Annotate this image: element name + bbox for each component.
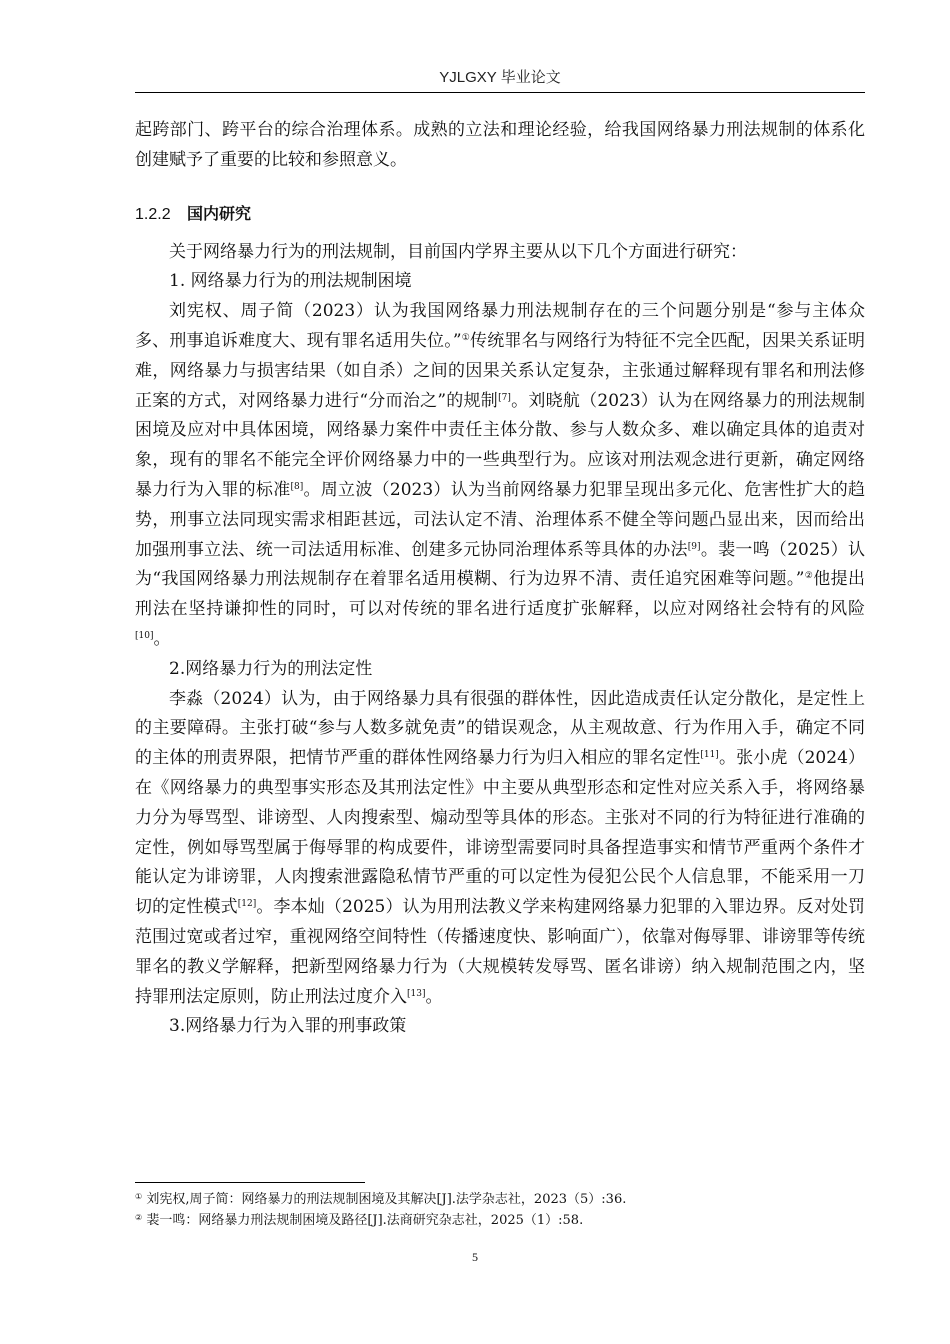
section-heading bbox=[135, 202, 865, 228]
text-run: 。刘晓航（2023）认为在网络暴力的刑法规制困境及应对中具体困境，网络暴力案件中责任主体分散、参与人数众多、难以确定具体的追责对象，现有的罪名不能完全评价网络暴力中的一些典型行为。应该对刑法观念进行更新，确定网络暴力行为入罪的标准 bbox=[135, 390, 866, 500]
section-title: 国内研究 bbox=[187, 205, 252, 223]
citation-ref: [11] bbox=[700, 750, 719, 761]
subheading-3: 3.网络暴力行为入罪的刑事政策 bbox=[169, 1016, 407, 1037]
text-run: 。 bbox=[153, 628, 171, 649]
subheading-2: 2.网络暴力行为的刑法定性 bbox=[169, 658, 373, 679]
footnote-mark: ② bbox=[135, 1213, 143, 1222]
text-run: 。周立波（2023）认为当前网络暴力犯罪呈现出多元化、危害性扩大的趋势，刑事立法同现实需求相距甚远，司法认定不清、治理体系不健全等问题凸显出来，因而给出加强刑事立法、统一司法适用标准、创建多元协同治理体系等具体的办法 bbox=[135, 479, 866, 560]
paragraph-intro: 关于网络暴力行为的刑法规制，目前国内学界主要从以下几个方面进行研究： bbox=[169, 241, 747, 262]
footnote-marker: ② bbox=[804, 571, 814, 582]
text-run: 。裴一鸣（2025）认为“我国网络暴力刑法规制存在着罪名适用模糊、行为边界不清、责任追究困难等问题。” bbox=[135, 539, 866, 590]
citation-ref: [9] bbox=[687, 541, 701, 552]
page-number: 5 bbox=[472, 1250, 478, 1264]
text-run: 。李本灿（2025）认为用刑法教义学来构建网络暴力犯罪的入罪边界。反对处罚范围过宽或者过窄，重视网络空间特性（传播速度快、影响面广），依靠对侮辱罪、诽谤罪等传统罪名的教义学解释，把新型网络暴力行为（大规模转发辱骂、匿名诽谤）纳入规制范围之内，坚持罪刑法定原则，防止刑法过度介入 bbox=[135, 897, 866, 1007]
subheading-1: 1. 网络暴力行为的刑法规制困境 bbox=[169, 271, 412, 292]
paragraph-qualification bbox=[135, 685, 865, 1013]
page-header: YJLGXY 毕业论文 bbox=[439, 69, 561, 86]
citation-ref: [10] bbox=[135, 630, 154, 641]
footnote-item bbox=[135, 1210, 865, 1231]
citation-ref: [8] bbox=[290, 481, 304, 492]
header-rule bbox=[135, 92, 865, 93]
footnote-mark: ① bbox=[135, 1192, 143, 1201]
citation-ref: [7] bbox=[498, 392, 511, 403]
text-run: 。 bbox=[425, 986, 443, 1007]
text-run: 刘宪权、周子简（2023）认为我国网络暴力刑法规制存在的三个问题分别是“参与主体众多、刑事追诉难度大、现有罪名适用失位。” bbox=[135, 301, 865, 351]
paragraph-difficulties bbox=[135, 297, 865, 655]
document-body bbox=[135, 116, 865, 1042]
text-run: 传统罪名与网络行为特征不完全匹配，因果关系证明难，网络暴力与损害结果（如自杀）之间的因果关系认定复杂，主张通过解释现有罪名和刑法修正案的方式，对网络暴力进行“分而治之”的规制 bbox=[135, 330, 865, 411]
citation-ref: [13] bbox=[407, 988, 426, 999]
footnote-rule bbox=[135, 1182, 365, 1183]
footnote-text: 刘宪权,周子简：网络暴力的刑法规制困境及其解决[J].法学杂志社，2023（5）:36. bbox=[146, 1192, 627, 1207]
section-number: 1.2.2 bbox=[135, 205, 171, 223]
text-run: 他提出刑法在坚持谦抑性的同时，可以对传统的罪名进行适度扩张解释，以应对网络社会特有的风险 bbox=[135, 569, 865, 620]
paragraph-continuation: 起跨部门、跨平台的综合治理体系。成熟的立法和理论经验，给我国网络暴力刑法规制的体系化创建赋予了重要的比较和参照意义。 bbox=[135, 120, 865, 170]
footnote-marker: ① bbox=[461, 332, 471, 343]
footnotes bbox=[135, 1189, 865, 1231]
footnote-item bbox=[135, 1189, 865, 1210]
citation-ref: [12] bbox=[237, 899, 257, 910]
text-run: 李淼（2024）认为，由于网络暴力具有很强的群体性，因此造成责任认定分散化，是定性上的主要障碍。主张打破“参与人数多就免责”的错误观念，从主观故意、行为作用入手，确定不同的主体的刑责界限，把情节严重的群体性网络暴力行为归入相应的罪名定性 bbox=[135, 688, 865, 769]
text-run: 。张小虎（2024）在《网络暴力的典型事实形态及其刑法定性》中主要从典型形态和定性对应关系入手，将网络暴力分为辱骂型、诽谤型、人肉搜索型、煽动型等具体的形态。主张对不同的行为特征进行准确的定性，例如辱骂型属于侮辱罪的构成要件，诽谤型需要同时具备捏造事实和情节严重两个条件才能认定为诽谤罪，人肉搜索泄露隐私情节严重的可以定性为侵犯公民个人信息罪，不能采用一刀切的定性模式 bbox=[135, 748, 866, 918]
footnote-text: 裴一鸣：网络暴力刑法规制困境及路径[J].法商研究杂志社，2025（1）:58. bbox=[146, 1213, 584, 1228]
